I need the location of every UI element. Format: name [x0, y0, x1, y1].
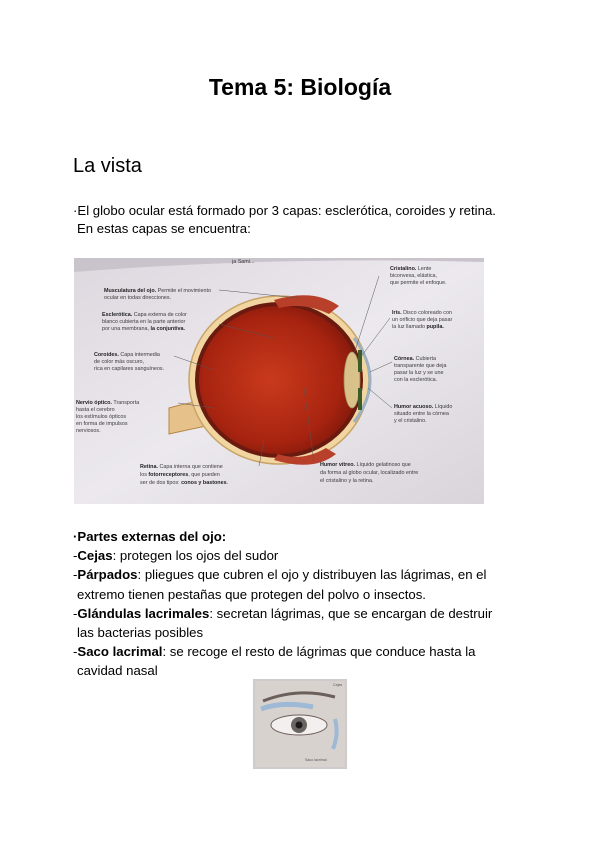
photo-label-top: Cejas: [333, 683, 343, 687]
label-cornea: Córnea. Cubierta transparente que deja pasar la luz y se une con la esclerótica.: [394, 356, 447, 383]
top-fragment-text: ja Sami...: [232, 259, 255, 265]
external-eye-svg: [253, 679, 347, 769]
eye-anatomy-svg: [74, 258, 484, 504]
label-esclerotica: Esclerótica. Capa externa de color blanco cubierta en la parte anterior por una membrana, la conjuntiva.: [102, 312, 187, 332]
label-humor-vitreo: Humor vítreo. Líquido gelatinoso que da forma al globo ocular, localizado entre el cristalino y la retina.: [320, 462, 419, 484]
eye-anatomy-diagram: [74, 258, 484, 504]
section-heading: La vista: [73, 155, 142, 177]
label-humor-acuoso: Humor acuoso. Líquido situado entre la córnea y el cristalino.: [394, 404, 453, 424]
label-nervio-optico: Nervio óptico. Transporta hasta el cerebro los estímulos ópticos en forma de impulsos nerviosos.: [76, 400, 140, 434]
label-coroides: Coroides. Capa intermedia de color más oscuro, rica en capilares sanguíneos.: [94, 352, 165, 372]
list-item-cejas: -Cejas: protegen los ojos del sudor: [73, 548, 279, 564]
list-item-glandulas: -Glándulas lacrimales: secretan lágrimas, que se encargan de destruir las bacterias posibles: [73, 605, 493, 641]
list-heading: ·Partes externas del ojo:: [73, 529, 227, 544]
list-item-parpados: -Párpados: pliegues que cubren el ojo y distribuyen las lágrimas, en el extremo tienen pestañas que protegen del polvo o insectos.: [73, 567, 487, 602]
iris-top: [358, 350, 362, 372]
label-iris: Iris. Disco coloreado con un orificio que deja pasar la luz llamado pupila.: [392, 310, 453, 330]
external-eye-photo: [253, 679, 347, 769]
lens-shape: [344, 352, 360, 408]
vitreous-shape: [199, 306, 359, 454]
list-item-saco-lacrimal: -Saco lacrimal: se recoge el resto de lágrimas que conduce hasta la cavidad nasal: [73, 644, 476, 679]
external-parts-list: [73, 527, 543, 681]
intro-line-1: ·El globo ocular está formado por 3 capas: esclerótica, coroides y retina.: [73, 203, 496, 218]
iris-bottom: [358, 388, 362, 410]
pupil-photo-shape: [296, 722, 303, 729]
photo-label-bottom: Saco lacrimal: [305, 758, 327, 762]
intro-paragraph: [73, 202, 543, 238]
label-musculatura: Musculatura del ojo. Permite el movimiento ocular en todas direcciones.: [104, 288, 211, 301]
label-cristalino: Cristalino. Lente biconvexa, elástica, que permite el enfoque.: [390, 266, 447, 286]
page-title: Tema 5: Biología: [208, 74, 392, 100]
label-retina: Retina. Capa interna que contiene los fotorreceptores, que pueden ser de dos tipos: conos y bastones.: [140, 464, 229, 486]
intro-line-2: En estas capas se encuentra:: [77, 221, 251, 236]
